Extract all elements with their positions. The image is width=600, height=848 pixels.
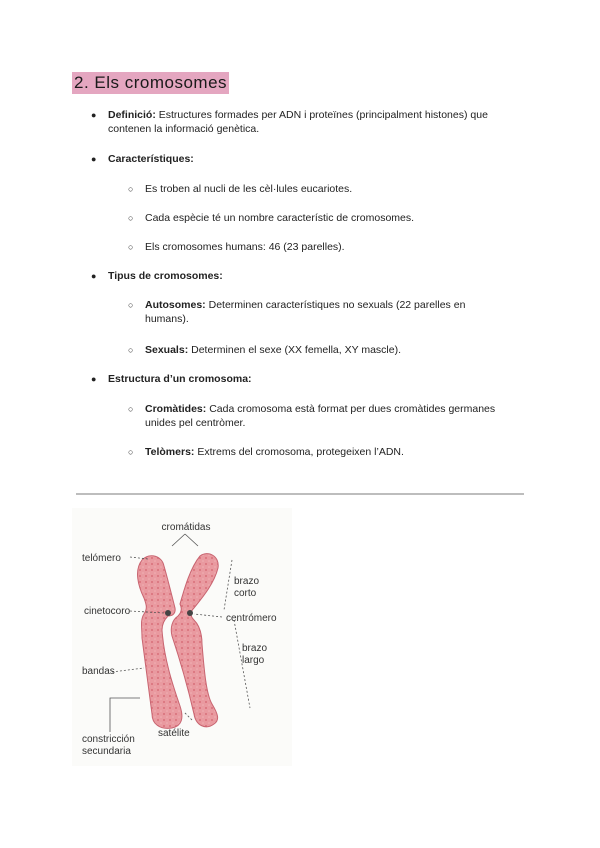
label-cinetocoro: cinetocoro xyxy=(84,606,131,617)
bullet-circle-icon: ○ xyxy=(128,447,134,457)
definicio-label: Definició: xyxy=(108,109,156,121)
list-item xyxy=(128,240,345,254)
sexuals-label: Sexuals: xyxy=(145,344,189,356)
horizontal-divider xyxy=(76,493,524,495)
estructura-label: Estructura d’un cromosoma: xyxy=(108,373,252,385)
bullet-dot-icon: ● xyxy=(91,374,97,384)
bullet-circle-icon: ○ xyxy=(128,404,134,414)
autosomes-text-cont: humans). xyxy=(145,313,189,325)
label-brazo-corto-2: corto xyxy=(234,588,257,599)
caracteristiques-label: Característiques: xyxy=(108,153,194,165)
label-cromatidas: cromátidas xyxy=(161,522,211,533)
label-brazo-corto-1: brazo xyxy=(234,576,260,587)
list-item xyxy=(128,211,415,225)
bullet-circle-icon: ○ xyxy=(128,345,134,355)
item-text: Es troben al nucli de les cèl·lules eucariotes. xyxy=(145,183,353,195)
list-item xyxy=(128,182,353,196)
bullet-circle-icon: ○ xyxy=(128,184,134,194)
section-title: 2. Els cromosomes xyxy=(74,73,228,92)
autosomes-label: Autosomes: xyxy=(145,299,206,311)
telomers-text: Extrems del cromosoma, protegeixen l’ADN. xyxy=(197,446,404,458)
list-item xyxy=(128,343,402,357)
label-satelite: satélite xyxy=(158,728,190,739)
label-constriccion-1: constricción xyxy=(82,734,135,745)
label-telomero: telómero xyxy=(82,553,121,564)
label-centromero: centrómero xyxy=(226,613,277,624)
label-bandas: bandas xyxy=(82,666,115,677)
tipus-label: Tipus de cromosomes: xyxy=(108,270,223,282)
bullet-definicio xyxy=(91,108,488,122)
kinetochore-right xyxy=(187,610,193,616)
kinetochore-left xyxy=(165,610,171,616)
item-text: Cada espècie té un nombre característic de cromosomes. xyxy=(145,212,415,224)
item-text: Els cromosomes humans: 46 (23 parelles). xyxy=(145,241,345,253)
cromatides-text: Cada cromosoma està format per dues cromàtides germanes xyxy=(209,403,496,415)
label-brazo-largo-1: brazo xyxy=(242,643,268,654)
list-item xyxy=(128,298,466,312)
list-item xyxy=(128,402,496,416)
bullet-caracteristiques xyxy=(91,152,194,166)
bullet-dot-icon: ● xyxy=(91,271,97,281)
autosomes-text: Determinen característiques no sexuals (22 parelles en xyxy=(208,299,466,311)
telomers-label: Telòmers: xyxy=(145,446,195,458)
bullet-circle-icon: ○ xyxy=(128,300,134,310)
bullet-circle-icon: ○ xyxy=(128,242,134,252)
list-item xyxy=(128,445,404,459)
bullet-dot-icon: ● xyxy=(91,154,97,164)
bullet-circle-icon: ○ xyxy=(128,213,134,223)
bullet-dot-icon: ● xyxy=(91,110,97,120)
cromatides-text-cont: unides pel centròmer. xyxy=(145,417,246,429)
definicio-text: Estructures formades per ADN i proteïnes (principalment histones) que xyxy=(158,109,488,121)
chromosome-diagram xyxy=(72,508,292,766)
bullet-tipus xyxy=(91,269,223,283)
label-brazo-largo-2: largo xyxy=(242,655,265,666)
cromatides-label: Cromàtides: xyxy=(145,403,207,415)
bullet-estructura xyxy=(91,372,252,386)
label-constriccion-2: secundaria xyxy=(82,746,131,757)
definicio-text-cont: contenen la informació genètica. xyxy=(108,123,260,135)
sexuals-text: Determinen el sexe (XX femella, XY mascle). xyxy=(191,344,402,356)
